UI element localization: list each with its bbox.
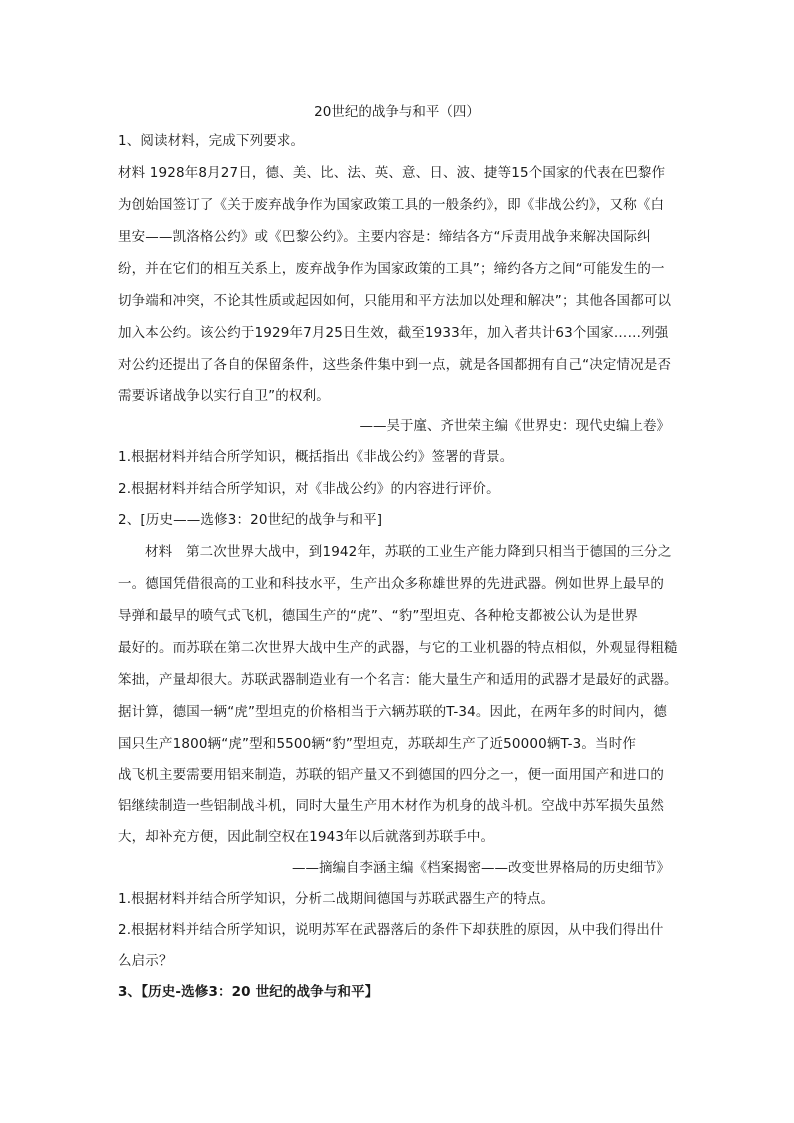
q2-source-citation: ——摘编自李涵主编《档案揭密——改变世界格局的历史细节》 — [292, 860, 670, 876]
q1-heading: 1、阅读材料，完成下列要求。 — [118, 133, 305, 149]
q1-material-line: 切争端和冲突，不论其性质或起因如何，只能用和平方法加以处理和解决”；其他各国都可以 — [118, 293, 672, 309]
q2-material-line: 材料 第二次世界大战中，到1942年，苏联的工业生产能力降到只相当于德国的三分之 — [145, 544, 672, 560]
q2-material-line: 大，却补充方便，因此制空权在1943年以后就落到苏联手中。 — [118, 829, 495, 845]
q1-source-citation: ——吴于廑、齐世荣主编《世界史：现代史编上卷》 — [359, 418, 670, 434]
q1-material-line: 里安——凯洛格公约》或《巴黎公约》。主要内容是：缔结各方“斥责用战争来解决国际纠 — [118, 229, 651, 245]
q2-material-line: 据计算，德国一辆“虎”型坦克的价格相当于六辆苏联的T-34。因此，在两年多的时间内，德 — [118, 704, 667, 720]
q2-question-1: 1.根据材料并结合所学知识，分析二战期间德国与苏联武器生产的特点。 — [118, 891, 555, 907]
q2-material-line: 最好的。而苏联在第二次世界大战中生产的武器，与它的工业机器的特点相似，外观显得粗糙 — [118, 640, 678, 656]
q2-heading: 2、[历史——选修3：20世纪的战争与和平] — [118, 512, 383, 528]
q1-material-line: 对公约还提出了各自的保留条件，这些条件集中到一点，就是各国都拥有自己“决定情况是否 — [118, 357, 672, 373]
q2-question-2: 2.根据材料并结合所学知识，说明苏军在武器落后的条件下却获胜的原因，从中我们得出什 — [118, 922, 664, 938]
q1-material-line: 纷，并在它们的相互关系上，废弃战争作为国家政策的工具”；缔约各方之间“可能发生的一 — [118, 261, 665, 277]
q2-material-line: 国只生产1800辆“虎”型和5500辆“豹”型坦克，苏联却生产了近50000辆T-3。当时作 — [118, 736, 637, 752]
q1-material-line: 为创始国签订了《关于废弃战争作为国家政策工具的一般条约》，即《非战公约》，又称《白 — [118, 197, 665, 213]
q2-material-line: 战飞机主要需要用铝来制造，苏联的铝产量又不到德国的四分之一，便一面用国产和进口的 — [118, 767, 664, 783]
q3-heading: 3、【历史-选修3：20 世纪的战争与和平】 — [118, 984, 379, 1000]
q2-material-line: 导弹和最早的喷气式飞机，德国生产的“虎”、“豹”型坦克、各种枪支都被公认为是世界 — [118, 608, 638, 624]
q1-question-2: 2.根据材料并结合所学知识，对《非战公约》的内容进行评价。 — [118, 481, 500, 497]
q1-question-1: 1.根据材料并结合所学知识，概括指出《非战公约》签署的背景。 — [118, 449, 514, 465]
q1-material-line: 材料 1928年8月27日，德、美、比、法、英、意、日、波、捷等15个国家的代表在巴黎作 — [118, 165, 666, 181]
q1-material-line: 加入本公约。该公约于1929年7月25日生效，截至1933年，加入者共计63个国家……列强 — [118, 325, 669, 341]
q1-material-line: 需要诉诸战争以实行自卫”的权利。 — [118, 388, 330, 404]
page-title: 20世纪的战争与和平（四） — [314, 104, 480, 120]
q2-question-2-cont: 么启示？ — [118, 953, 173, 969]
q2-material-line: 笨拙，产量却很大。苏联武器制造业有一个名言：能大量生产和适用的武器才是最好的武器。 — [118, 672, 678, 688]
q2-material-line: 一。德国凭借很高的工业和科技水平，生产出众多称雄世界的先进武器。例如世界上最早的 — [118, 576, 664, 592]
q2-material-line: 铝继续制造一些铝制战斗机，同时大量生产用木材作为机身的战斗机。空战中苏军损失虽然 — [118, 798, 664, 814]
